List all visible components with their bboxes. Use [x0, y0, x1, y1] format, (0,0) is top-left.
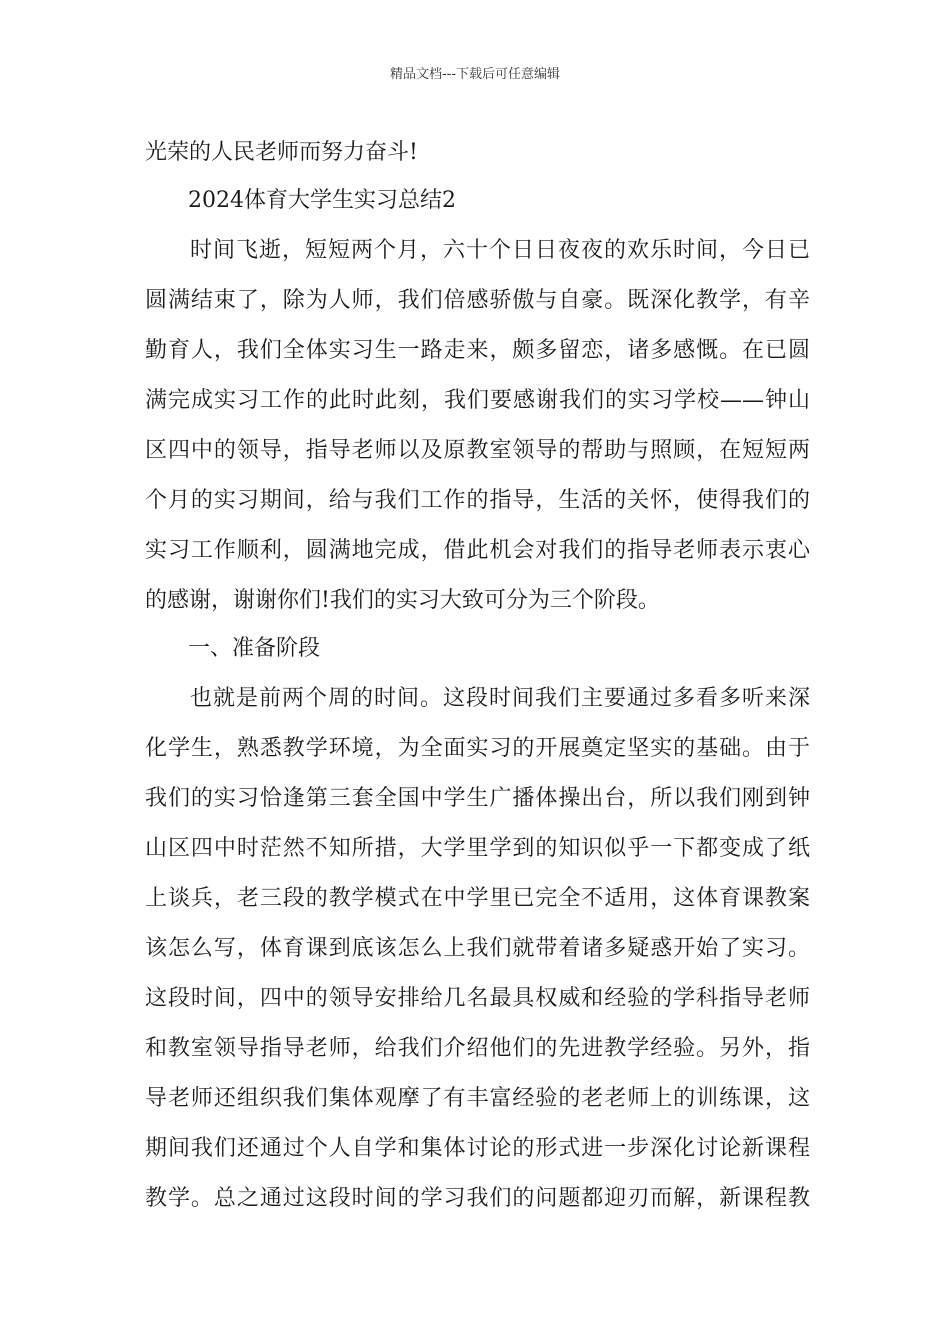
section-heading: 一、准备阶段	[188, 636, 321, 661]
text-line: 满完成实习工作的此时此刻，我们要感谢我们的实习学校——钟山	[145, 388, 810, 413]
text-line: 该怎么写，体育课到底该怎么上我们就带着诸多疑惑开始了实习。	[145, 936, 810, 961]
text-line: 圆满结束了，除为人师，我们倍感骄傲与自豪。既深化教学，有辛	[145, 288, 810, 313]
text-line: 这段时间，四中的领导安排给几名最具权威和经验的学科指导老师	[145, 986, 810, 1011]
text-line: 勤育人，我们全体实习生一路走来，颇多留恋，诸多感慨。在已圆	[145, 338, 810, 363]
text-line: 光荣的人民老师而努力奋斗!	[145, 140, 418, 165]
text-line: 山区四中时茫然不知所措，大学里学到的知识似乎一下都变成了纸	[145, 836, 810, 861]
text-line: 期间我们还通过个人自学和集体讨论的形式进一步深化讨论新课程	[145, 1136, 810, 1161]
text-line: 教学。总之通过这段时间的学习我们的问题都迎刃而解，新课程教	[145, 1186, 810, 1211]
text-line: 我们的实习恰逢第三套全国中学生广播体操出台，所以我们刚到钟	[145, 786, 810, 811]
text-line: 时间飞逝，短短两个月，六十个日日夜夜的欢乐时间，今日已	[190, 238, 810, 263]
page-header: 精品文档---下载后可任意编辑	[389, 67, 561, 82]
text-line: 导老师还组织我们集体观摩了有丰富经验的老老师上的训练课，这	[145, 1086, 810, 1111]
text-line: 的感谢，谢谢你们!我们的实习大致可分为三个阶段。	[145, 588, 660, 613]
text-line: 也就是前两个周的时间。这段时间我们主要通过多看多听来深	[190, 686, 810, 711]
text-line: 个月的实习期间，给与我们工作的指导，生活的关怀，使得我们的	[145, 488, 810, 513]
text-line: 化学生，熟悉教学环境，为全面实习的开展奠定坚实的基础。由于	[145, 736, 810, 761]
text-line: 上谈兵，老三段的教学模式在中学里已完全不适用，这体育课教案	[145, 886, 810, 911]
text-line: 实习工作顺利，圆满地完成，借此机会对我们的指导老师表示衷心	[145, 538, 810, 563]
text-line: 区四中的领导，指导老师以及原教室领导的帮助与照顾，在短短两	[145, 438, 810, 463]
text-line: 和教室领导指导老师，给我们介绍他们的先进教学经验。另外，指	[145, 1036, 810, 1061]
section-title: 2024体育大学生实习总结2	[188, 188, 456, 213]
